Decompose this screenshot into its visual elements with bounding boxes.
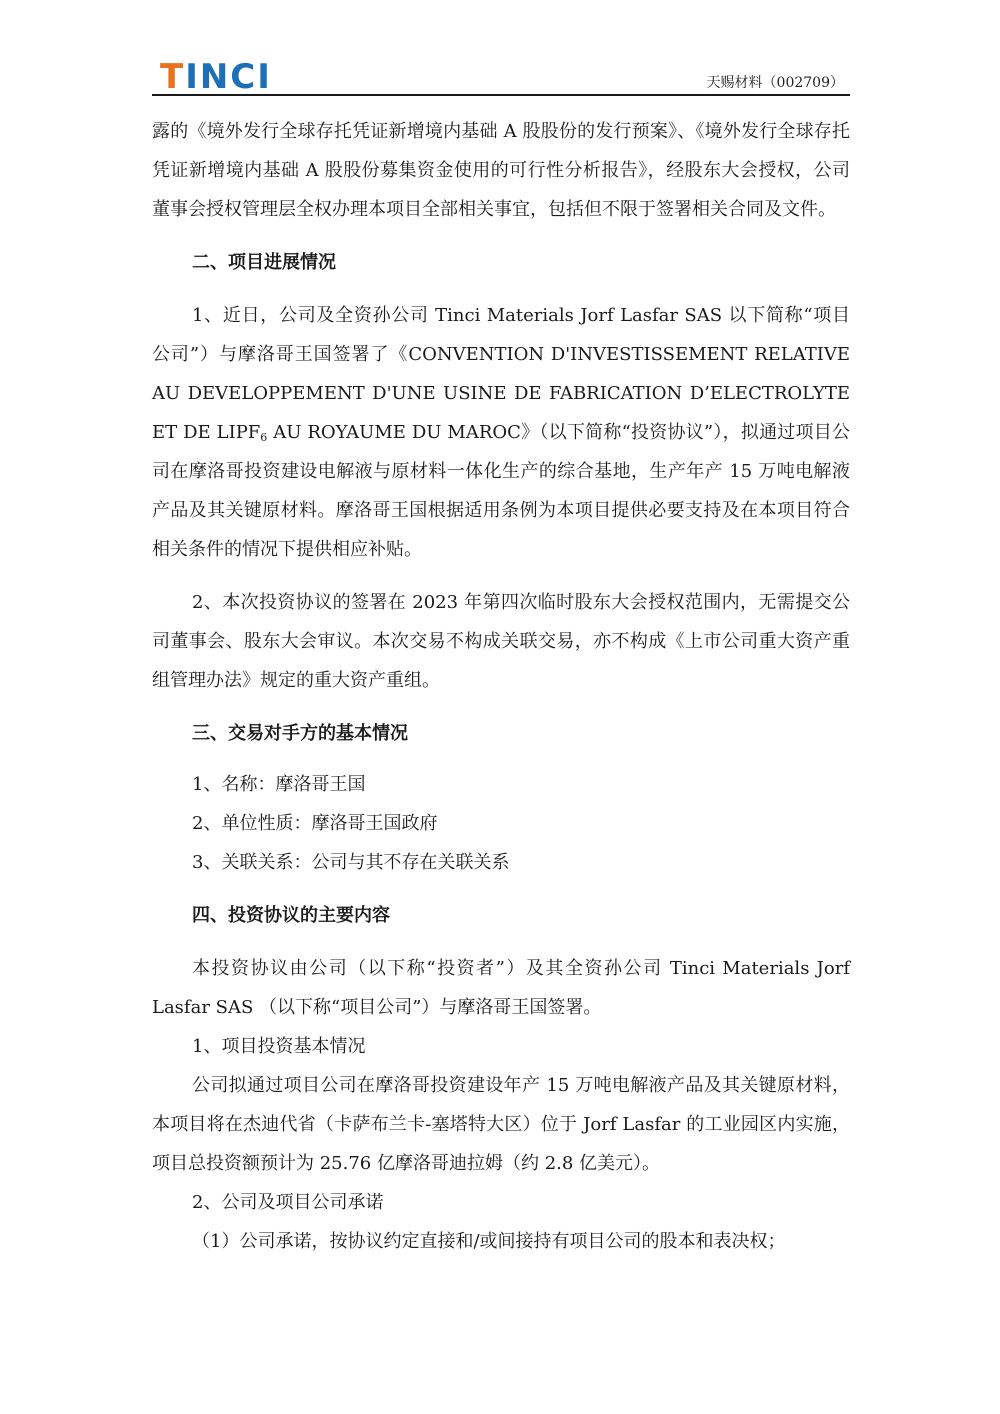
section-heading-progress: 二、项目进展情况 xyxy=(192,252,336,273)
document-body xyxy=(152,112,850,1261)
company-name-code: 天赐材料（002709） xyxy=(706,75,844,91)
paragraph-investment-details: 公司拟通过项目公司在摩洛哥投资建设年产 15 万吨电解液产品及其关键原材料，本项目将在杰迪代省（卡萨布兰卡-塞塔特大区）位于 Jorf Lasfar 的工业园区内实施，项目总投资额预计为 25.76 亿摩洛哥迪拉姆（约 2.8 亿美元）。 xyxy=(152,1075,850,1174)
list-item-nature: 2、单位性质：摩洛哥王国政府 xyxy=(192,813,438,834)
paragraph-commitment-1: （1）公司承诺，按协议约定直接和/或间接持有项目公司的股本和表决权； xyxy=(192,1231,786,1252)
paragraph-signing-parties: 本投资协议由公司（以下称“投资者”）及其全资孙公司 Tinci Materials Jorf Lasfar SAS （以下称“项目公司”）与摩洛哥王国签署。 xyxy=(152,958,850,1018)
section-heading-agreement-content: 四、投资协议的主要内容 xyxy=(192,905,390,926)
list-item-name: 1、名称：摩洛哥王国 xyxy=(192,774,366,795)
subheading-investment: 1、项目投资基本情况 xyxy=(192,1036,366,1057)
paragraph-intro: 露的《境外发行全球存托凭证新增境内基础 A 股股份的发行预案》、《境外发行全球存托凭证新增境内基础 A 股股份募集资金使用的可行性分析报告》，经股东大会授权，公司董事会授权管理层全权办理本项目全部相关事宜，包括但不限于签署相关合同及文件。 xyxy=(152,121,850,220)
page-header xyxy=(152,58,850,96)
paragraph-approval: 2、本次投资协议的签署在 2023 年第四次临时股东大会授权范围内，无需提交公司董事会、股东大会审议。本次交易不构成关联交易，亦不构成《上市公司重大资产重组管理办法》规定的重大资产重组。 xyxy=(152,592,850,691)
tinci-logo: TINCI xyxy=(160,57,272,97)
list-item-relation: 3、关联关系：公司与其不存在关联关系 xyxy=(192,852,510,873)
paragraph-agreement: 1、近日，公司及全资孙公司 Tinci Materials Jorf Lasfar SAS 以下简称“项目公司”）与摩洛哥王国签署了《CONVENTION D'INVESTISSEMENT RELATIVE AU DEVELOPPEMENT D'UNE USINE DE FABRICATION D’ELECTROLYTE ET DE $LIPF_6$ AU ROYAUME DU MAROC》（以下简称“投资协议”），拟通过项目公司在摩洛哥投资建设电解液与原材料一体化生产的综合基地，生产年产 15 万吨电解液产品及其关键原材料。摩洛哥王国根据适用条例为本项目提供必要支持及在本项目符合相关条件的情况下提供相应补贴。 xyxy=(152,305,850,560)
subheading-commitments: 2、公司及项目公司承诺 xyxy=(192,1192,384,1213)
section-heading-counterparty: 三、交易对手方的基本情况 xyxy=(192,723,408,744)
